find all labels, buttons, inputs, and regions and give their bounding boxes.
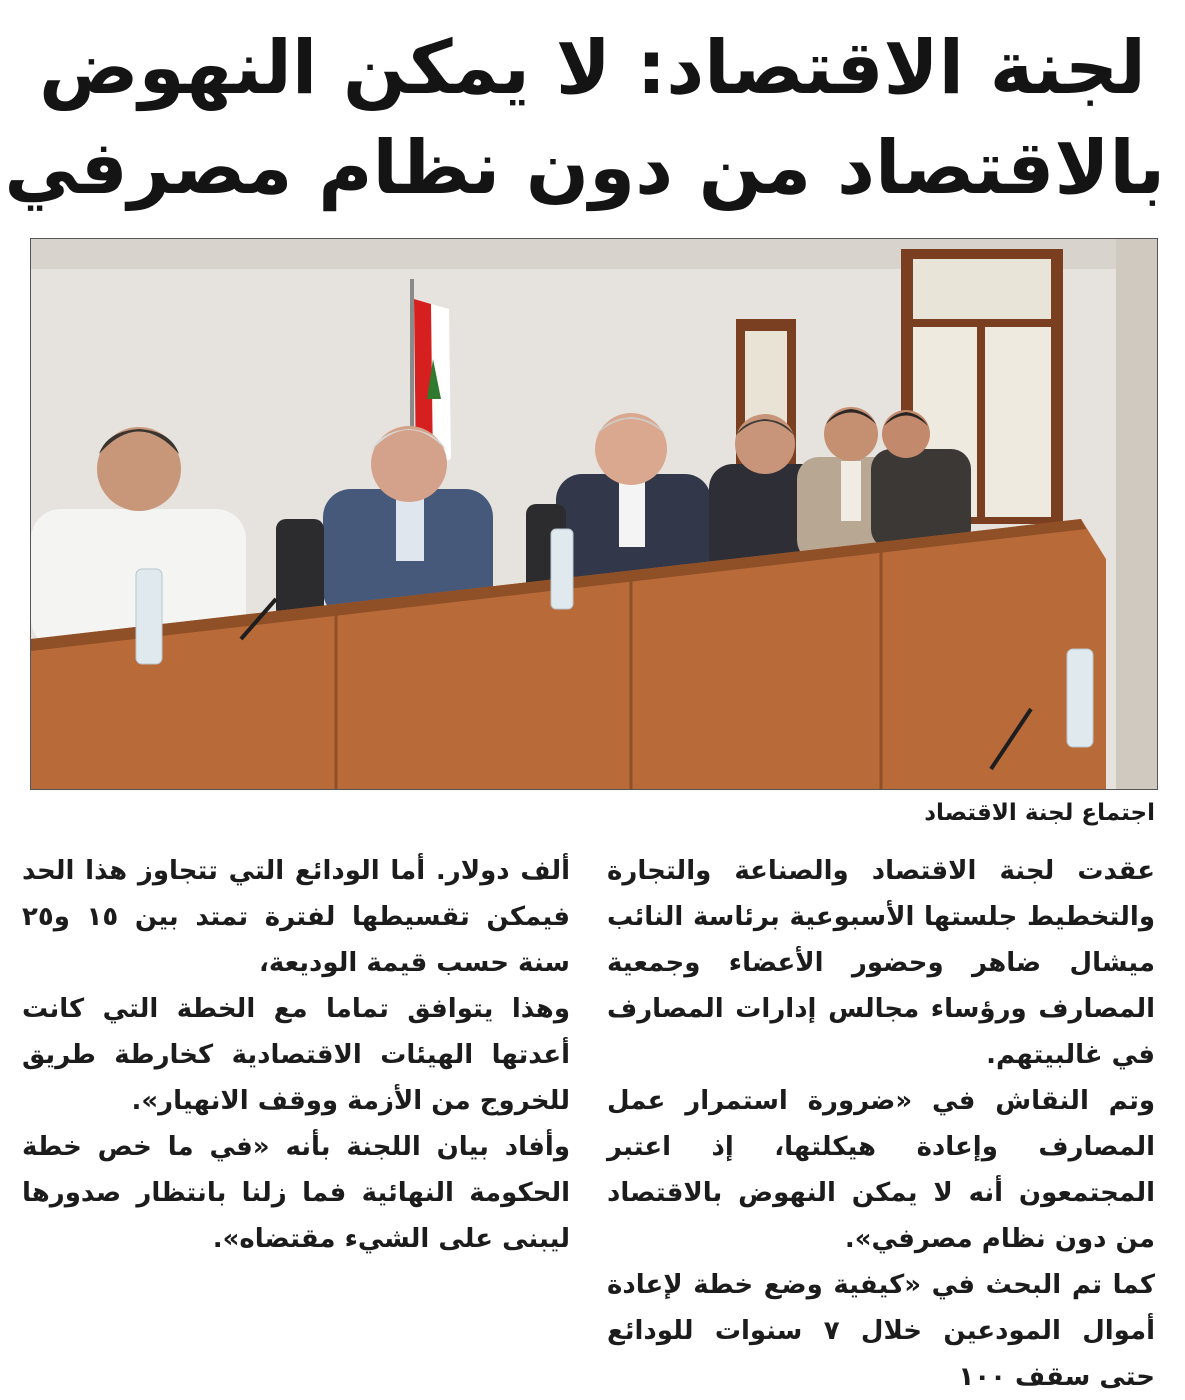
window-pane-right: [985, 327, 1051, 517]
headline-line-1: لجنة الاقتصاد: لا يمكن النهوض: [39, 25, 1146, 111]
meeting-photo-illustration: [31, 239, 1157, 789]
article-paragraph: وأفاد بيان اللجنة بأنه «في ما خص خطة الحكومة النهائية فما زلنا بانتظار صدورها ليبنى على الشيء مقتضاه».: [22, 1132, 570, 1254]
article-paragraph: عقدت لجنة الاقتصاد والصناعة والتجارة والتخطيط جلستها الأسبوعية برئاسة النائب ميشال ضاهر وحضور الأعضاء وجمعية المصارف ورؤساء مجالس إدارات المصارف في غالبيتهم.: [607, 856, 1155, 1070]
article-paragraph: كما تم البحث في «كيفية وضع خطة لإعادة أموال المودعين خلال ٧ سنوات للودائع حتى سقف ١٠٠: [607, 1270, 1155, 1392]
article-paragraph: وتم النقاش في «ضرورة استمرار عمل المصارف وإعادة هيكلتها، إذ اعتبر المجتمعون أنه لا يمكن النهوض بالاقتصاد من دون نظام مصرفي».: [607, 1086, 1155, 1254]
water-bottle-icon: [136, 569, 162, 664]
photo-caption: اجتماع لجنة الاقتصاد: [924, 800, 1155, 826]
article-column-right: [607, 848, 1155, 1392]
meeting-photo: [30, 238, 1158, 790]
right-pillar: [1116, 239, 1157, 789]
water-bottle-icon: [551, 529, 573, 609]
chair-1: [276, 519, 324, 619]
headline-line-2: بالاقتصاد من دون نظام مصرفي: [4, 125, 1165, 211]
article-headline: [4, 18, 1165, 218]
water-bottle-icon: [1067, 649, 1093, 747]
article-column-left: [22, 848, 570, 1278]
window-pane-top: [913, 259, 1051, 319]
article-paragraph: وهذا يتوافق تماما مع الخطة التي كانت أعدتها الهيئات الاقتصادية كخارطة طريق للخروج من الأزمة ووقف الانهيار».: [22, 994, 570, 1116]
article-paragraph: ألف دولار. أما الودائع التي تتجاوز هذا الحد فيمكن تقسيطها لفترة تمتد بين ١٥ و٢٥ سنة حسب قيمة الوديعة،: [22, 856, 571, 978]
